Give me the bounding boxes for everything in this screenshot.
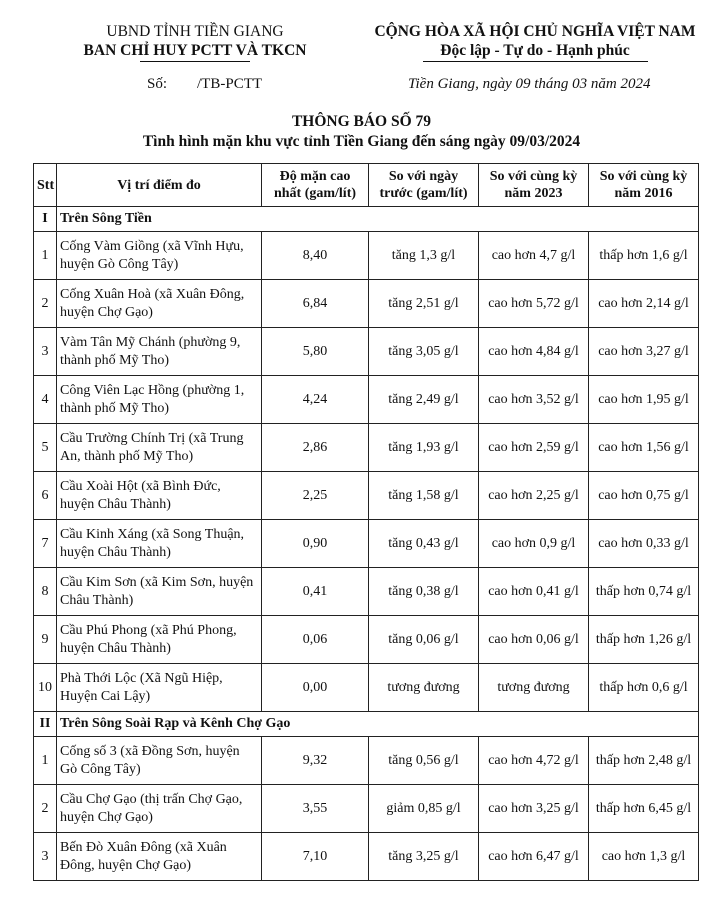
row-vs-2016: cao hơn 3,27 g/l xyxy=(589,328,699,376)
issuer-line-1: UBND TỈNH TIỀN GIANG xyxy=(106,23,284,40)
header-max-salinity: Độ mặn cao nhất (gam/lít) xyxy=(262,164,369,207)
section-row xyxy=(34,712,699,737)
row-stt: 3 xyxy=(34,833,57,881)
table-row xyxy=(34,833,699,881)
document-number-value: /TB-PCTT xyxy=(197,76,263,92)
header-vs-2023: So với cùng kỳ năm 2023 xyxy=(479,164,589,207)
header-location: Vị trí điểm đo xyxy=(57,164,262,207)
row-stt: 10 xyxy=(34,664,57,712)
row-vs-2016: thấp hơn 0,6 g/l xyxy=(589,664,699,712)
header-vs-2016: So với cùng kỳ năm 2016 xyxy=(589,164,699,207)
row-location: Cầu Phú Phong (xã Phú Phong, huyện Châu Thành) xyxy=(57,616,262,664)
row-vs-2016: cao hơn 0,75 g/l xyxy=(589,472,699,520)
table-row xyxy=(34,568,699,616)
row-stt: 3 xyxy=(34,328,57,376)
row-max-salinity: 9,32 xyxy=(262,737,369,785)
issuer-line-2: BAN CHỈ HUY PCTT VÀ TKCN xyxy=(83,42,307,59)
row-location: Vàm Tân Mỹ Chánh (phường 9, thành phố Mỹ Tho) xyxy=(57,328,262,376)
row-stt: 7 xyxy=(34,520,57,568)
row-max-salinity: 2,86 xyxy=(262,424,369,472)
row-vs-2023: cao hơn 3,25 g/l xyxy=(479,785,589,833)
section-number: I xyxy=(34,207,57,232)
document-number xyxy=(147,76,292,93)
table-row xyxy=(34,664,699,712)
row-vs-previous-day: giảm 0,85 g/l xyxy=(369,785,479,833)
row-stt: 1 xyxy=(34,737,57,785)
row-vs-previous-day: tăng 0,06 g/l xyxy=(369,616,479,664)
row-location: Cầu Chợ Gạo (thị trấn Chợ Gạo, huyện Chợ Gạo) xyxy=(57,785,262,833)
row-location: Cầu Kinh Xáng (xã Song Thuận, huyện Châu Thành) xyxy=(57,520,262,568)
national-header xyxy=(355,22,715,62)
row-stt: 9 xyxy=(34,616,57,664)
row-max-salinity: 7,10 xyxy=(262,833,369,881)
table-row xyxy=(34,376,699,424)
row-vs-previous-day: tăng 1,93 g/l xyxy=(369,424,479,472)
row-vs-2023: cao hơn 0,9 g/l xyxy=(479,520,589,568)
table-row xyxy=(34,472,699,520)
row-stt: 4 xyxy=(34,376,57,424)
section-title: Trên Sông Soài Rạp và Kênh Chợ Gạo xyxy=(57,712,699,737)
row-stt: 5 xyxy=(34,424,57,472)
section-title: Trên Sông Tiền xyxy=(57,207,699,232)
table-row xyxy=(34,424,699,472)
document-number-label: Số: xyxy=(147,76,168,92)
motto-underline xyxy=(423,61,648,62)
document-title: THÔNG BÁO SỐ 79 xyxy=(291,113,432,130)
row-vs-2023: cao hơn 4,72 g/l xyxy=(479,737,589,785)
table-header-row xyxy=(34,164,699,207)
row-location: Cầu Trường Chính Trị (xã Trung An, thành phố Mỹ Tho) xyxy=(57,424,262,472)
row-stt: 6 xyxy=(34,472,57,520)
row-max-salinity: 6,84 xyxy=(262,280,369,328)
row-vs-2023: cao hơn 2,25 g/l xyxy=(479,472,589,520)
row-location: Cống số 3 (xã Đồng Sơn, huyện Gò Công Tây) xyxy=(57,737,262,785)
row-vs-previous-day: tăng 1,3 g/l xyxy=(369,232,479,280)
row-max-salinity: 5,80 xyxy=(262,328,369,376)
row-vs-previous-day: tăng 2,49 g/l xyxy=(369,376,479,424)
row-vs-2016: cao hơn 1,56 g/l xyxy=(589,424,699,472)
row-stt: 1 xyxy=(34,232,57,280)
salinity-table xyxy=(33,163,699,881)
row-location: Cống Vàm Giồng (xã Vĩnh Hựu, huyện Gò Công Tây) xyxy=(57,232,262,280)
row-vs-previous-day: tăng 1,58 g/l xyxy=(369,472,479,520)
issuer-underline xyxy=(140,61,250,62)
section-row xyxy=(34,207,699,232)
row-location: Cầu Xoài Hột (xã Bình Đức, huyện Châu Thành) xyxy=(57,472,262,520)
row-vs-previous-day: tăng 2,51 g/l xyxy=(369,280,479,328)
row-max-salinity: 0,06 xyxy=(262,616,369,664)
row-vs-2023: cao hơn 5,72 g/l xyxy=(479,280,589,328)
issuer-header xyxy=(50,22,340,62)
document-subtitle: Tình hình mặn khu vực tỉnh Tiền Giang đến sáng ngày 09/03/2024 xyxy=(142,133,581,150)
row-location: Công Viên Lạc Hồng (phường 1, thành phố Mỹ Tho) xyxy=(57,376,262,424)
row-max-salinity: 0,00 xyxy=(262,664,369,712)
row-vs-2016: thấp hơn 1,26 g/l xyxy=(589,616,699,664)
table-row xyxy=(34,616,699,664)
section-number: II xyxy=(34,712,57,737)
row-location: Cầu Kim Sơn (xã Kim Sơn, huyện Châu Thành) xyxy=(57,568,262,616)
row-vs-2023: cao hơn 4,84 g/l xyxy=(479,328,589,376)
row-max-salinity: 3,55 xyxy=(262,785,369,833)
row-vs-2023: cao hơn 0,41 g/l xyxy=(479,568,589,616)
row-vs-2023: cao hơn 6,47 g/l xyxy=(479,833,589,881)
row-vs-2016: thấp hơn 1,6 g/l xyxy=(589,232,699,280)
row-vs-2016: cao hơn 0,33 g/l xyxy=(589,520,699,568)
row-location: Phà Thới Lộc (Xã Ngũ Hiệp, Huyện Cai Lậy) xyxy=(57,664,262,712)
row-vs-2023: tương đương xyxy=(479,664,589,712)
row-vs-2016: cao hơn 1,95 g/l xyxy=(589,376,699,424)
row-vs-previous-day: tăng 3,25 g/l xyxy=(369,833,479,881)
row-vs-previous-day: tương đương xyxy=(369,664,479,712)
row-vs-previous-day: tăng 0,38 g/l xyxy=(369,568,479,616)
header-stt: Stt xyxy=(34,164,57,207)
row-vs-previous-day: tăng 3,05 g/l xyxy=(369,328,479,376)
row-max-salinity: 8,40 xyxy=(262,232,369,280)
row-vs-2016: cao hơn 2,14 g/l xyxy=(589,280,699,328)
table-row xyxy=(34,737,699,785)
row-vs-2016: thấp hơn 2,48 g/l xyxy=(589,737,699,785)
row-vs-previous-day: tăng 0,56 g/l xyxy=(369,737,479,785)
row-max-salinity: 0,90 xyxy=(262,520,369,568)
table-row xyxy=(34,520,699,568)
row-vs-2016: thấp hơn 0,74 g/l xyxy=(589,568,699,616)
row-stt: 2 xyxy=(34,280,57,328)
table-row xyxy=(34,232,699,280)
header-vs-previous-day: So với ngày trước (gam/lít) xyxy=(369,164,479,207)
row-vs-2023: cao hơn 4,7 g/l xyxy=(479,232,589,280)
table-row xyxy=(34,280,699,328)
row-location: Cống Xuân Hoà (xã Xuân Đông, huyện Chợ Gạo) xyxy=(57,280,262,328)
row-vs-2023: cao hơn 2,59 g/l xyxy=(479,424,589,472)
document-date: Tiền Giang, ngày 09 tháng 03 năm 2024 xyxy=(408,76,651,92)
row-location: Bến Đò Xuân Đông (xã Xuân Đông, huyện Chợ Gạo) xyxy=(57,833,262,881)
row-max-salinity: 0,41 xyxy=(262,568,369,616)
row-vs-2023: cao hơn 3,52 g/l xyxy=(479,376,589,424)
row-max-salinity: 2,25 xyxy=(262,472,369,520)
national-line-1: CỘNG HÒA XÃ HỘI CHỦ NGHĨA VIỆT NAM xyxy=(374,23,696,40)
row-stt: 8 xyxy=(34,568,57,616)
national-motto: Độc lập - Tự do - Hạnh phúc xyxy=(440,42,630,59)
row-vs-2023: cao hơn 0,06 g/l xyxy=(479,616,589,664)
row-stt: 2 xyxy=(34,785,57,833)
row-vs-previous-day: tăng 0,43 g/l xyxy=(369,520,479,568)
table-body xyxy=(34,207,699,881)
row-max-salinity: 4,24 xyxy=(262,376,369,424)
row-vs-2016: thấp hơn 6,45 g/l xyxy=(589,785,699,833)
table-row xyxy=(34,328,699,376)
row-vs-2016: cao hơn 1,3 g/l xyxy=(589,833,699,881)
table-row xyxy=(34,785,699,833)
